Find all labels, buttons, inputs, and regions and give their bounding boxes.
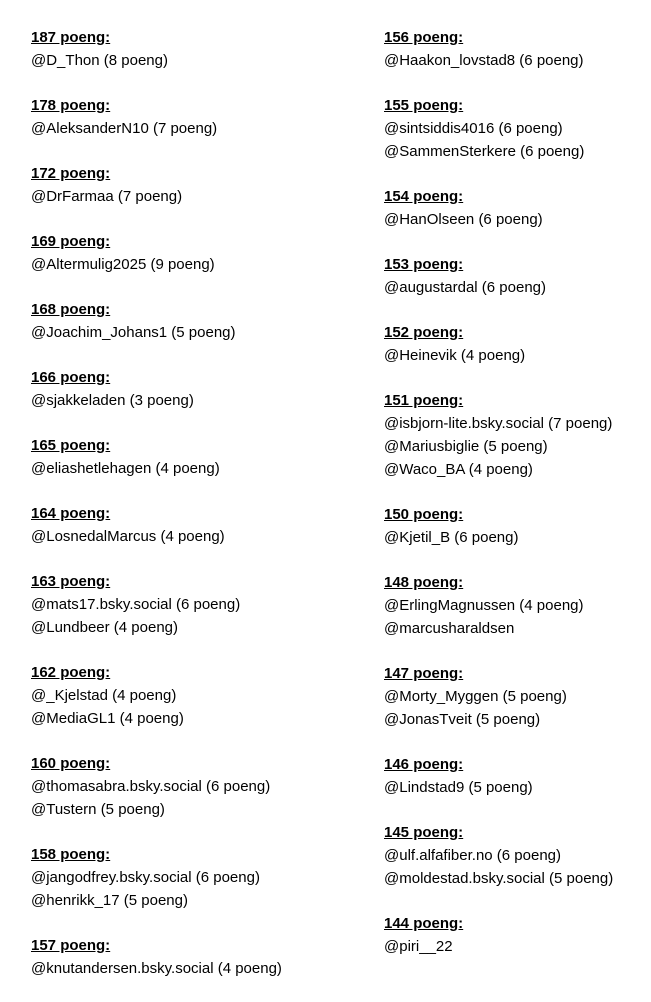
- score-heading: 162 poeng:: [31, 664, 111, 681]
- participant-entry: @Tustern (5 poeng): [31, 801, 165, 818]
- score-heading: 153 poeng:: [384, 256, 464, 273]
- participant-entry: @Morty_Myggen (5 poeng): [384, 688, 567, 705]
- score-group: [384, 94, 646, 163]
- score-heading: 145 poeng:: [384, 824, 464, 841]
- participant-entry: @LosnedalMarcus (4 poeng): [31, 528, 225, 545]
- participant-entry: @sintsiddis4016 (6 poeng): [384, 120, 563, 137]
- score-heading: 158 poeng:: [31, 846, 111, 863]
- score-group: [31, 298, 361, 344]
- score-heading: 150 poeng:: [384, 506, 464, 523]
- score-group: [384, 912, 646, 958]
- score-group: [384, 821, 646, 890]
- score-heading: 155 poeng:: [384, 97, 464, 114]
- score-group: [384, 389, 646, 481]
- score-group: [384, 321, 646, 367]
- participant-entry: @jangodfrey.bsky.social (6 poeng): [31, 869, 260, 886]
- left-column: [31, 26, 361, 1002]
- participant-entry: @D_Thon (8 poeng): [31, 52, 168, 69]
- participant-entry: @eliashetlehagen (4 poeng): [31, 460, 220, 477]
- participant-entry: @Lundbeer (4 poeng): [31, 619, 178, 636]
- score-heading: 152 poeng:: [384, 324, 464, 341]
- participant-entry: @Altermulig2025 (9 poeng): [31, 256, 215, 273]
- participant-entry: @ErlingMagnussen (4 poeng): [384, 597, 584, 614]
- participant-entry: @augustardal (6 poeng): [384, 279, 546, 296]
- score-heading: 160 poeng:: [31, 755, 111, 772]
- participant-entry: @Haakon_lovstad8 (6 poeng): [384, 52, 584, 69]
- score-group: [31, 843, 361, 912]
- participant-entry: @thomasabra.bsky.social (6 poeng): [31, 778, 271, 795]
- participant-entry: @Joachim_Johans1 (5 poeng): [31, 324, 236, 341]
- score-heading: 157 poeng:: [31, 937, 111, 954]
- score-group: [31, 570, 361, 639]
- participant-entry: @knutandersen.bsky.social (4 poeng): [31, 960, 282, 977]
- participant-entry: @ulf.alfafiber.no (6 poeng): [384, 847, 562, 864]
- score-group: [31, 661, 361, 730]
- score-group: [384, 253, 646, 299]
- score-heading: 154 poeng:: [384, 188, 464, 205]
- score-heading: 164 poeng:: [31, 505, 111, 522]
- score-group: [384, 753, 646, 799]
- participant-entry: @SammenSterkere (6 poeng): [384, 143, 585, 160]
- score-group: [31, 366, 361, 412]
- score-group: [31, 752, 361, 821]
- score-heading: 169 poeng:: [31, 233, 111, 250]
- participant-entry: @DrFarmaa (7 poeng): [31, 188, 183, 205]
- score-heading: 151 poeng:: [384, 392, 464, 409]
- participant-entry: @henrikk_17 (5 poeng): [31, 892, 188, 909]
- participant-entry: @sjakkeladen (3 poeng): [31, 392, 194, 409]
- score-heading: 168 poeng:: [31, 301, 111, 318]
- score-heading: 165 poeng:: [31, 437, 111, 454]
- participant-entry: @moldestad.bsky.social (5 poeng): [384, 870, 614, 887]
- score-heading: 163 poeng:: [31, 573, 111, 590]
- score-group: [384, 571, 646, 640]
- score-group: [31, 26, 361, 72]
- score-heading: 178 poeng:: [31, 97, 111, 114]
- score-heading: 144 poeng:: [384, 915, 464, 932]
- participant-entry: @Mariusbiglie (5 poeng): [384, 438, 548, 455]
- score-heading: 156 poeng:: [384, 29, 464, 46]
- score-heading: 147 poeng:: [384, 665, 464, 682]
- participant-entry: @Lindstad9 (5 poeng): [384, 779, 533, 796]
- score-group: [384, 662, 646, 731]
- participant-entry: @Waco_BA (4 poeng): [384, 461, 533, 478]
- score-heading: 146 poeng:: [384, 756, 464, 773]
- score-group: [31, 94, 361, 140]
- participant-entry: @HanOlseen (6 poeng): [384, 211, 543, 228]
- score-group: [31, 434, 361, 480]
- participant-entry: @marcusharaldsen: [384, 620, 515, 637]
- participant-entry: @piri__22: [384, 938, 453, 955]
- score-group: [31, 502, 361, 548]
- score-heading: 187 poeng:: [31, 29, 111, 46]
- score-group: [384, 26, 646, 72]
- score-heading: 148 poeng:: [384, 574, 464, 591]
- participant-entry: @AleksanderN10 (7 poeng): [31, 120, 218, 137]
- score-heading: 172 poeng:: [31, 165, 111, 182]
- score-group: [31, 230, 361, 276]
- score-group: [31, 934, 361, 980]
- score-group: [384, 185, 646, 231]
- score-heading: 166 poeng:: [31, 369, 111, 386]
- participant-entry: @JonasTveit (5 poeng): [384, 711, 541, 728]
- score-group: [384, 503, 646, 549]
- participant-entry: @mats17.bsky.social (6 poeng): [31, 596, 241, 613]
- participant-entry: @_Kjelstad (4 poeng): [31, 687, 177, 704]
- participant-entry: @Heinevik (4 poeng): [384, 347, 526, 364]
- participant-entry: @isbjorn-lite.bsky.social (7 poeng): [384, 415, 613, 432]
- participant-entry: @MediaGL1 (4 poeng): [31, 710, 184, 727]
- participant-entry: @Kjetil_B (6 poeng): [384, 529, 519, 546]
- right-column: [384, 26, 646, 980]
- score-group: [31, 162, 361, 208]
